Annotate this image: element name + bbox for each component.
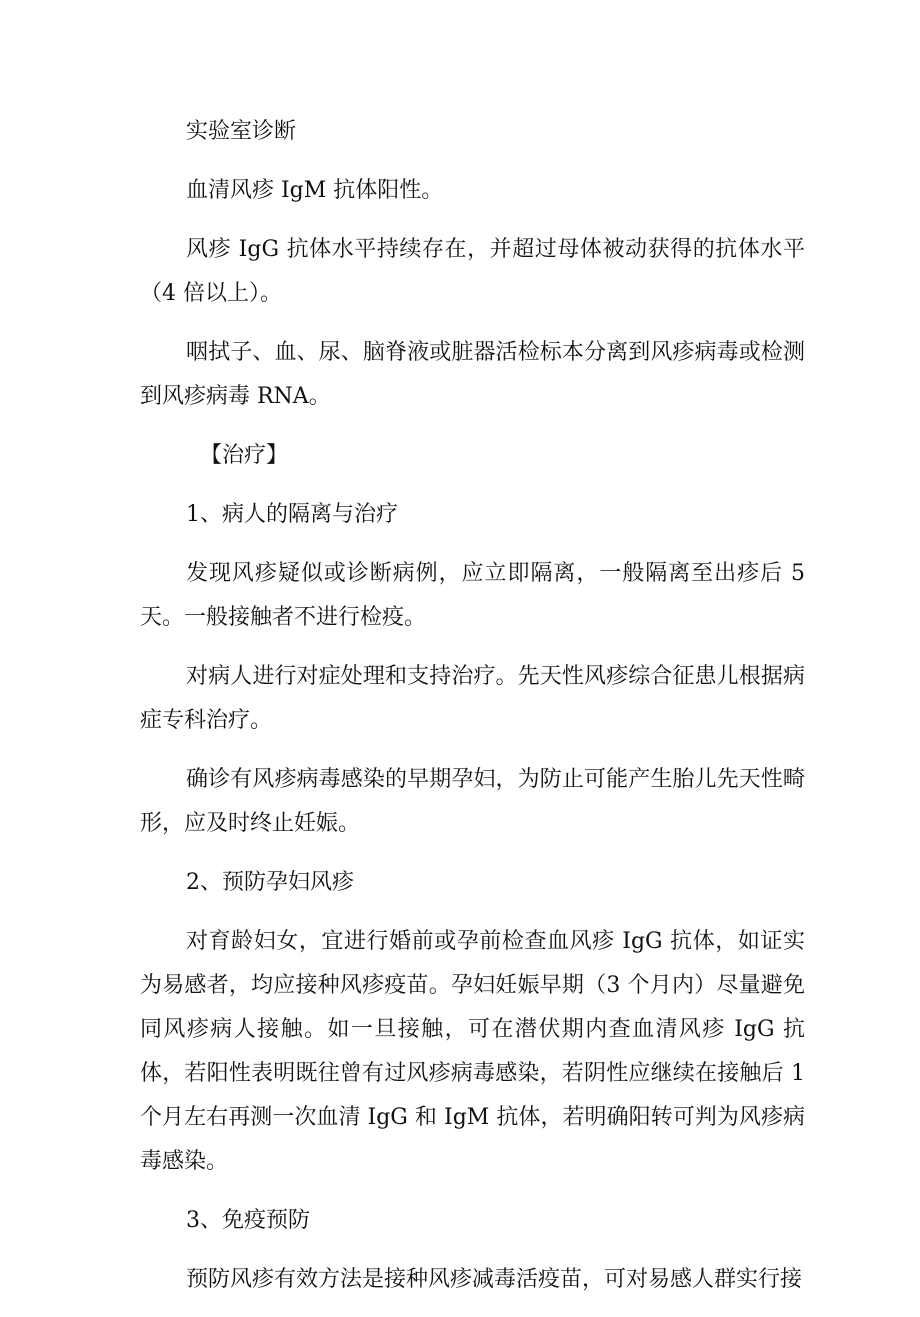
document-body [140,110,805,1317]
paragraph-isolation: 发现风疹疑似或诊断病例，应立即隔离，一般隔离至出疹后 5 天。一般接触者不进行检疫。 [140,561,805,630]
paragraph-symptomatic-treatment: 对病人进行对症处理和支持治疗。先天性风疹综合征患儿根据病症专科治疗。 [140,664,805,733]
paragraph-prevention-women: 对育龄妇女，宜进行婚前或孕前检查血风疹 IgG 抗体，如证实为易感者，均应接种风疹疫苗。孕妇妊娠早期（3 个月内）尽量避免同风疹病人接触。如一旦接触，可在潜伏期内查血清风疹 IgG 抗体，若阳性表明既往曾有过风疹病毒感染，若阴性应继续在接触后 1 个月左右再测一次血清 IgG 和 IgM 抗体，若明确阳转可判为风疹病毒感染。 [140,929,805,1174]
section-title-lab-diagnosis: 实验室诊断 [186,119,297,144]
paragraph-igg: 风疹 IgG 抗体水平持续存在，并超过母体被动获得的抗体水平（4 倍以上）。 [140,237,805,306]
subheading-immunization: 3、免疫预防 [186,1208,310,1233]
paragraph-virus-isolation: 咽拭子、血、尿、脑脊液或脏器活检标本分离到风疹病毒或检测到风疹病毒 RNA。 [140,340,805,409]
paragraph-igm: 血清风疹 IgM 抗体阳性。 [186,178,444,203]
section-heading-treatment: 【治疗】 [200,443,289,468]
paragraph-pregnancy-termination: 确诊有风疹病毒感染的早期孕妇，为防止可能产生胎儿先天性畸形，应及时终止妊娠。 [140,767,805,836]
paragraph-vaccine: 预防风疹有效方法是接种风疹减毒活疫苗，可对易感人群实行接 [186,1267,803,1292]
subheading-prevent-pregnant: 2、预防孕妇风疹 [186,870,354,895]
subheading-isolation-treatment: 1、病人的隔离与治疗 [186,502,398,527]
